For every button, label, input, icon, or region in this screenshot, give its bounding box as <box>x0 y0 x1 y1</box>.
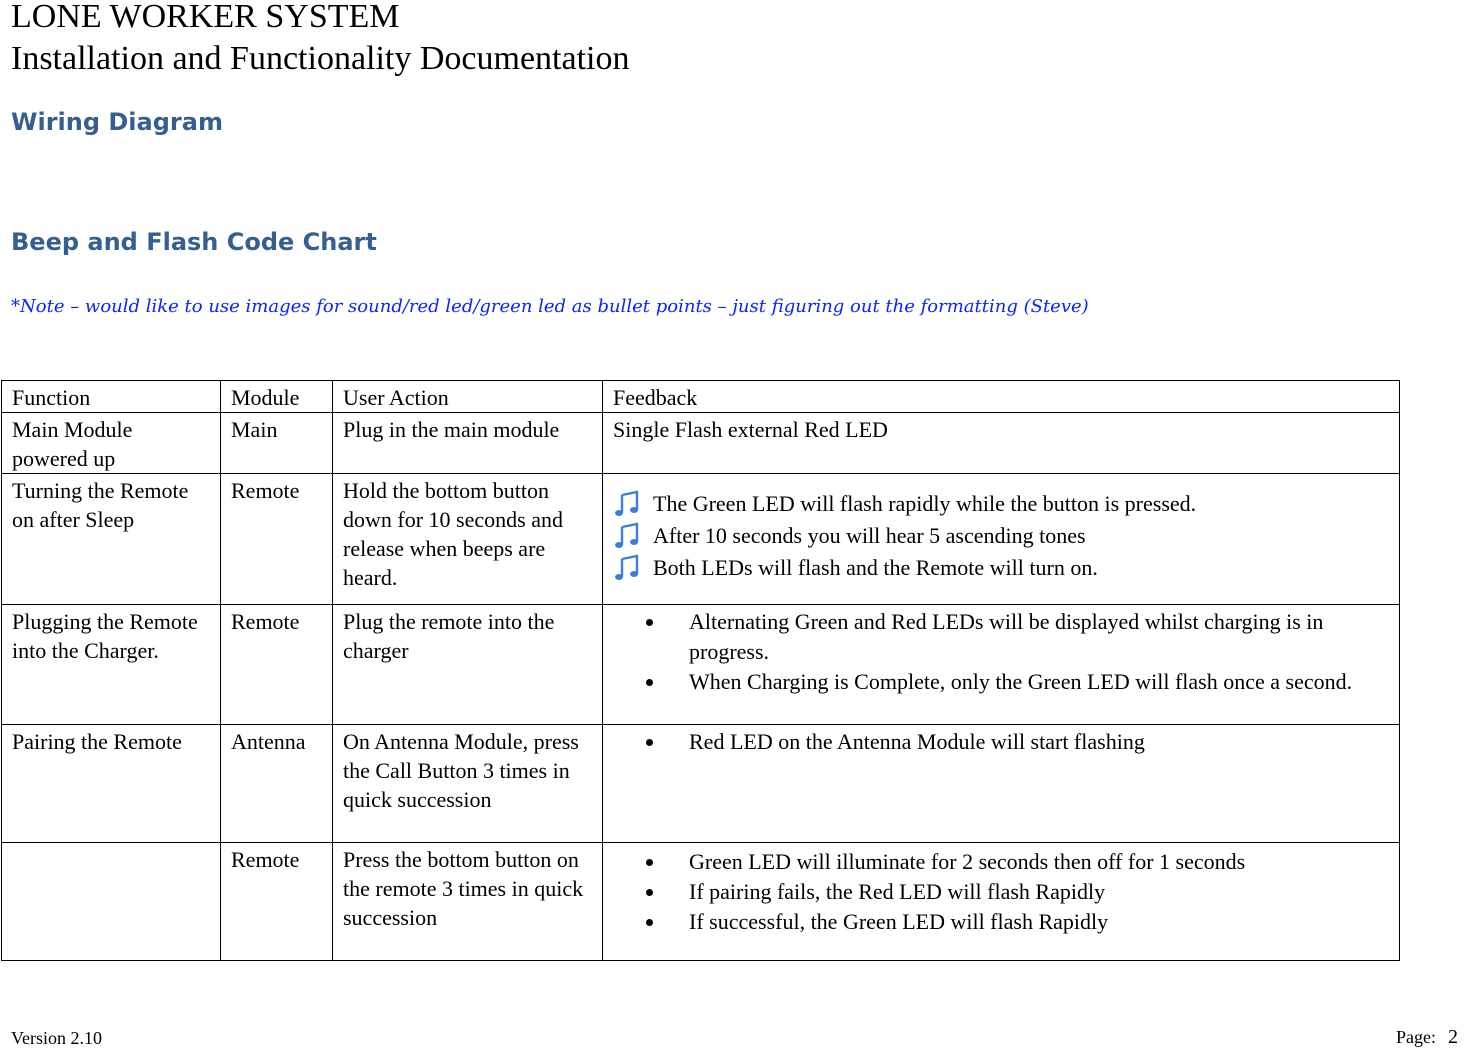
feedback-item <box>613 552 1389 584</box>
table-header-row <box>2 381 1400 413</box>
document-subtitle: Installation and Functionality Documentation <box>11 40 630 77</box>
cell-feedback <box>603 725 1400 843</box>
feedback-item: Green LED will illuminate for 2 seconds then off for 1 seconds <box>613 847 1389 877</box>
cell-user-action: Plug the remote into the charger <box>333 605 603 725</box>
page-number: 2 <box>1448 1026 1458 1048</box>
header-function: Function <box>2 381 221 413</box>
cell-function: Main Module powered up <box>2 413 221 474</box>
cell-function: Pairing the Remote <box>2 725 221 843</box>
music-note-icon <box>613 490 641 518</box>
cell-user-action: On Antenna Module, press the Call Button 3 times in quick succession <box>333 725 603 843</box>
header-feedback: Feedback <box>603 381 1400 413</box>
feedback-list <box>613 847 1389 937</box>
feedback-list <box>613 607 1389 697</box>
table-row <box>2 725 1400 843</box>
cell-feedback <box>603 474 1400 605</box>
feedback-text: Both LEDs will flash and the Remote will turn on. <box>653 555 1098 580</box>
cell-module: Remote <box>221 605 333 725</box>
beep-flash-code-table <box>1 380 1400 961</box>
table-row <box>2 843 1400 961</box>
feedback-list <box>613 488 1389 584</box>
table-row <box>2 605 1400 725</box>
music-note-icon <box>613 554 641 582</box>
wiring-diagram-heading: Wiring Diagram <box>11 108 223 136</box>
feedback-item: Red LED on the Antenna Module will start flashing <box>613 727 1389 757</box>
cell-user-action: Hold the bottom button down for 10 seconds and release when beeps are heard. <box>333 474 603 605</box>
music-note-icon <box>613 522 641 550</box>
feedback-item <box>613 520 1389 552</box>
table-row <box>2 474 1400 605</box>
cell-feedback: Single Flash external Red LED <box>603 413 1400 474</box>
cell-feedback <box>603 843 1400 961</box>
feedback-item: If pairing fails, the Red LED will flash Rapidly <box>613 877 1389 907</box>
feedback-list <box>613 727 1389 757</box>
document-title: LONE WORKER SYSTEM <box>11 0 400 35</box>
cell-function <box>2 843 221 961</box>
feedback-item: If successful, the Green LED will flash Rapidly <box>613 907 1389 937</box>
cell-user-action: Press the bottom button on the remote 3 times in quick succession <box>333 843 603 961</box>
header-module: Module <box>221 381 333 413</box>
feedback-item: When Charging is Complete, only the Green LED will flash once a second. <box>613 667 1389 697</box>
table-row <box>2 413 1400 474</box>
header-user-action: User Action <box>333 381 603 413</box>
feedback-text: After 10 seconds you will hear 5 ascending tones <box>653 523 1086 548</box>
cell-module: Remote <box>221 474 333 605</box>
cell-module: Remote <box>221 843 333 961</box>
cell-function: Turning the Remote on after Sleep <box>2 474 221 605</box>
cell-module: Antenna <box>221 725 333 843</box>
footer-page <box>1396 1026 1458 1049</box>
feedback-item <box>613 488 1389 520</box>
feedback-item: Alternating Green and Red LEDs will be displayed whilst charging is in progress. <box>613 607 1389 667</box>
cell-module: Main <box>221 413 333 474</box>
beep-flash-chart-heading: Beep and Flash Code Chart <box>11 228 377 256</box>
cell-feedback <box>603 605 1400 725</box>
cell-user-action: Plug in the main module <box>333 413 603 474</box>
footer-version: Version 2.10 <box>11 1028 102 1048</box>
feedback-text: The Green LED will flash rapidly while the button is pressed. <box>653 491 1197 516</box>
page-label: Page: <box>1396 1027 1436 1047</box>
cell-function: Plugging the Remote into the Charger. <box>2 605 221 725</box>
document-header <box>11 0 630 80</box>
editor-note: *Note – would like to use images for sound/red led/green led as bullet points – just figuring out the formatting (Steve) <box>11 296 1089 317</box>
